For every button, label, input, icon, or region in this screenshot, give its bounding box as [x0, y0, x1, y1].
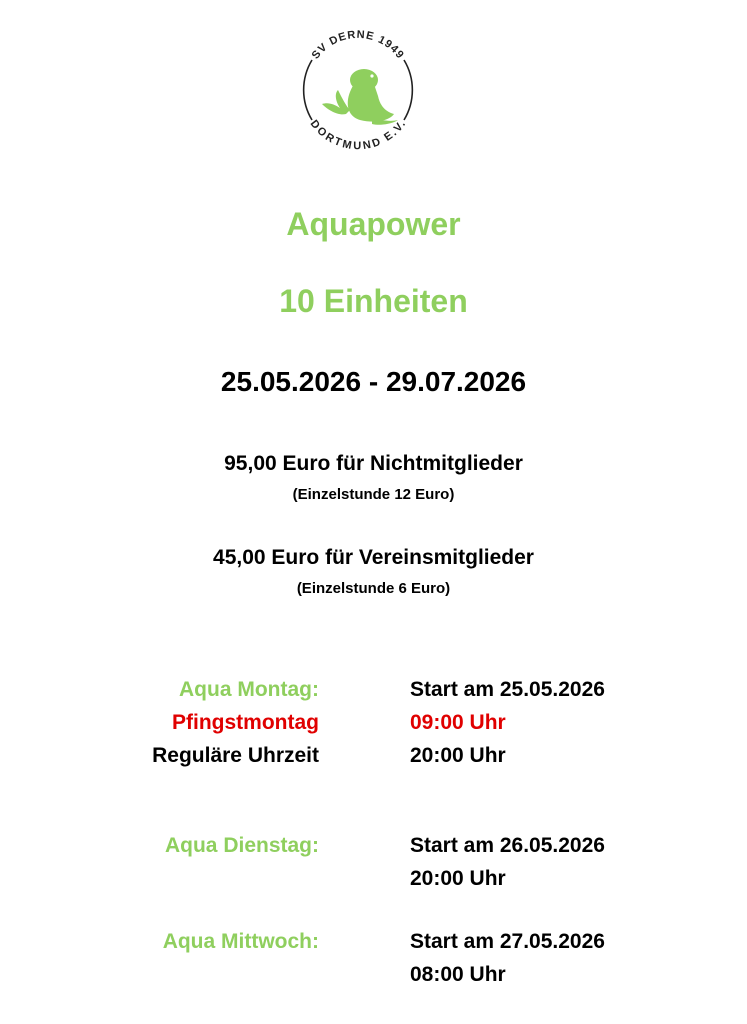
- price-members: 45,00 Euro für Vereinsmitglieder: [213, 546, 534, 569]
- svg-text:DORTMUND E.V.: [308, 118, 409, 152]
- svg-text:SV DERNE 1949: [310, 29, 407, 62]
- price-non-members: 95,00 Euro für Nichtmitglieder: [224, 452, 523, 475]
- seal-icon: [322, 69, 398, 125]
- price-non-members-note: (Einzelstunde 12 Euro): [292, 486, 455, 503]
- page-title: Aquapower: [286, 206, 461, 242]
- page-subtitle: 10 Einheiten: [279, 283, 468, 319]
- regular-time-label: Reguläre Uhrzeit: [152, 744, 319, 767]
- price-members-note: (Einzelstunde 6 Euro): [296, 580, 451, 597]
- monday-label: Aqua Montag:: [179, 678, 319, 701]
- wednesday-time: 08:00 Uhr: [410, 963, 506, 986]
- regular-time: 20:00 Uhr: [410, 744, 506, 767]
- date-range: 25.05.2026 - 29.07.2026: [220, 366, 527, 397]
- monday-start: Start am 25.05.2026: [410, 678, 605, 701]
- tuesday-label: Aqua Dienstag:: [164, 834, 319, 857]
- tuesday-time: 20:00 Uhr: [410, 867, 506, 890]
- wednesday-start: Start am 27.05.2026: [410, 930, 605, 953]
- club-logo: [294, 20, 422, 160]
- tuesday-start: Start am 26.05.2026: [410, 834, 605, 857]
- logo-top-text: SV DERNE 1949: [309, 28, 407, 62]
- holiday-time: 09:00 Uhr: [410, 711, 506, 734]
- wednesday-label: Aqua Mittwoch:: [162, 930, 319, 953]
- club-logo-graphic: [294, 20, 422, 160]
- logo-bottom-text: DORTMUND E.V.: [307, 117, 409, 153]
- holiday-label: Pfingstmontag: [172, 711, 319, 734]
